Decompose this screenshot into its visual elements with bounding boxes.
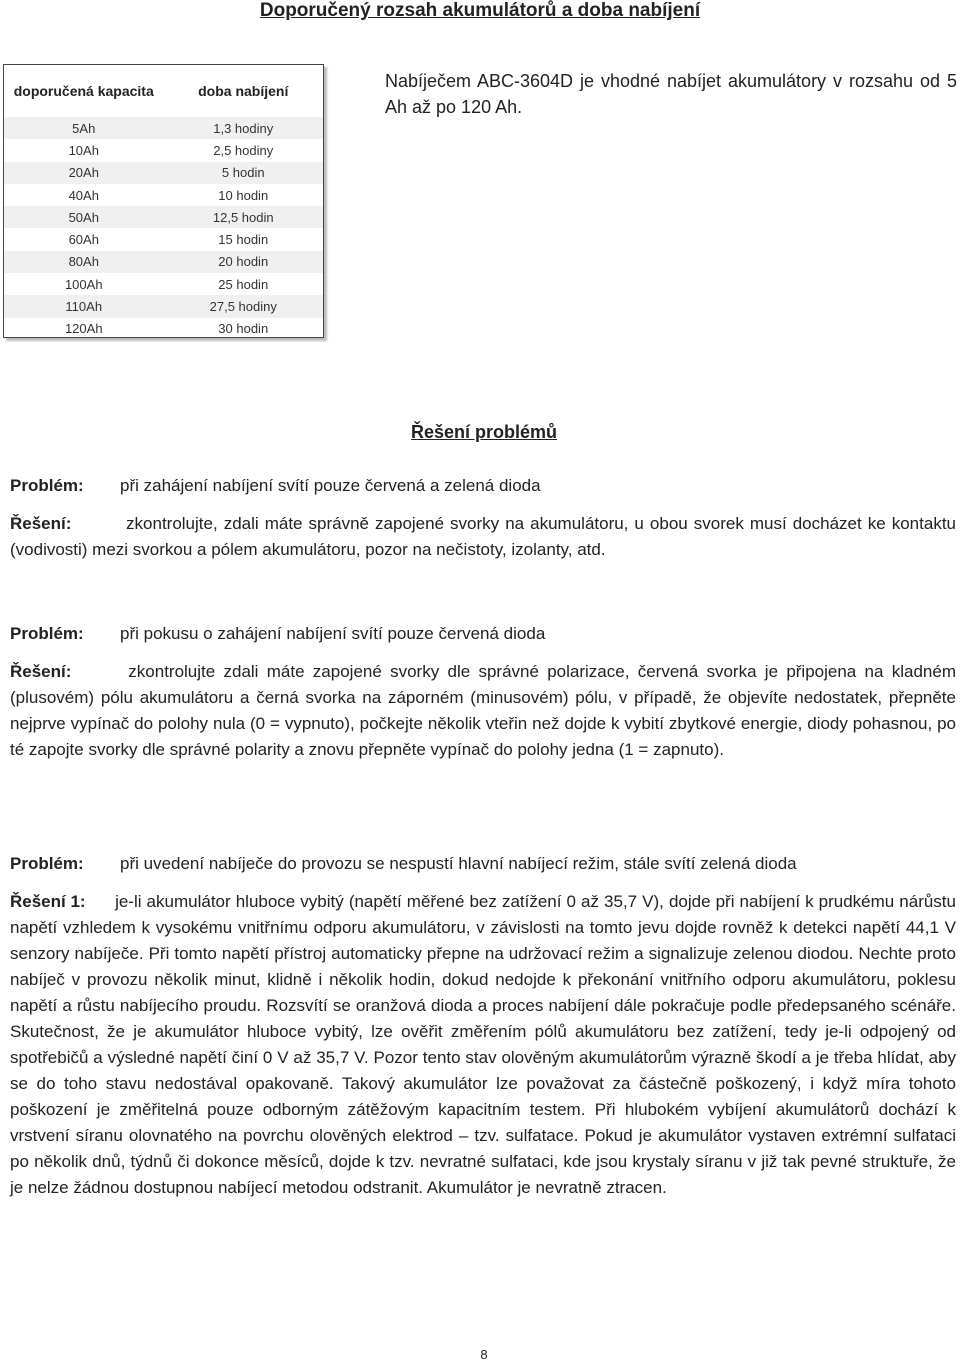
header-capacity: doporučená kapacita xyxy=(13,83,154,99)
problem-block-3 xyxy=(10,851,956,1201)
time-cell: 25 hodin xyxy=(218,276,269,292)
solution-paragraph xyxy=(10,889,956,1201)
time-cell: 2,5 hodiny xyxy=(213,142,274,158)
time-cell: 5 hodin xyxy=(221,165,265,181)
solution-paragraph xyxy=(10,659,956,763)
time-cell: 12,5 hodin xyxy=(212,209,274,225)
section-title: Řešení problémů xyxy=(410,422,558,442)
time-cell: 20 hodin xyxy=(218,254,269,270)
solution-label: Řešení 1: xyxy=(10,892,86,911)
problem-block-1 xyxy=(10,473,956,563)
table-row xyxy=(4,117,323,139)
header-charge-time: doba nabíjení xyxy=(198,83,289,99)
time-cell: 10 hodin xyxy=(218,187,269,203)
solution-text: je-li akumulátor hluboce vybitý (napětí měřené bez zatížení 0 až 35,7 V), dojde při nabíjení k prudkému nárůstu napětí vzhledem k vysokému vnitřnímu odporu akumulátoru, v závislosti na tomto jevu dojde rovněž k detekci napětí 44,1 V senzory nabíječe. Při tomto napětí přístroj automaticky přepne na udržovací režim a signalizuje zelenou diodou. Nechte proto nabíječ v provozu několik minut, klidně i několik hodin, dokud nedojde k překonání vnitřního odporu akumulátoru, poklesu napětí a růstu nabíjecího proudu. Rozsvítí se oranžová dioda a proces nabíjení dále pokračuje podle předepsaného scénáře. Skutečnost, že je akumulátor hluboce vybitý, lze ověřit změřením pólů akumulátoru bez zatížení, tedy je-li odpojený od spotřebičů a výsledné napětí činí 0 V až 35,7 V. Pozor tento stav olověným akumulátorům výrazně škodí a je třeba hlídat, aby se do toho stavu nedostával opakovaně. Takový akumulátor lze považovat za částečně poškozený, i když míra tohoto poškození je změřitelná pouze odborným zátěžovým kapacitním testem. Při hlubokém vybíjení akumulátorů dochází k vrstvení síranu olovnatého na povrchu olověných elektrod – tzv. sulfatace. Pokud je akumulátor vystaven extrémní sulfataci po několik dnů, týdnů či dokonce měsíců, dojde k tzv. nevratné sulfataci, kde jsou krystaly síranu v již tak pevné struktuře, že je nelze žádnou dostupnou nabíjecí metodou odstranit. Akumulátor je nevratně ztracen. xyxy=(10,892,956,1197)
capacity-cell: 20Ah xyxy=(68,165,99,181)
solution-label: Řešení: xyxy=(10,514,72,533)
problem-label: Problém: xyxy=(10,476,84,495)
table-body xyxy=(4,117,323,340)
solution-text: zkontrolujte, zdali máte správně zapojené svorky na akumulátoru, u obou svorek musí docházet ke kontaktu (vodivosti) mezi svorkou a pólem akumulátoru, pozor na nečistoty, izolanty, atd. xyxy=(10,514,956,559)
problem-block-2 xyxy=(10,621,956,763)
table-row xyxy=(4,184,323,206)
capacity-cell: 10Ah xyxy=(68,142,99,158)
problem-text: při zahájení nabíjení svítí pouze červená a zelená dioda xyxy=(120,476,541,495)
time-cell: 1,3 hodiny xyxy=(213,120,274,136)
problem-label: Problém: xyxy=(10,624,84,643)
table-row xyxy=(4,162,323,184)
problem-text: při pokusu o zahájení nabíjení svítí pouze červená dioda xyxy=(120,624,546,643)
problem-text: při uvedení nabíječe do provozu se nespustí hlavní nabíjecí režim, stále svítí zelená dioda xyxy=(120,854,797,873)
page-title: Doporučený rozsah akumulátorů a doba nabíjení xyxy=(259,0,701,21)
table-row xyxy=(4,228,323,250)
time-cell: 15 hodin xyxy=(218,232,269,248)
capacity-cell: 80Ah xyxy=(68,254,99,270)
capacity-cell: 60Ah xyxy=(68,232,99,248)
time-cell: 27,5 hodiny xyxy=(209,299,277,315)
table-row xyxy=(4,295,323,317)
table-header xyxy=(4,65,323,117)
capacity-cell: 5Ah xyxy=(72,120,96,136)
solution-paragraph xyxy=(10,511,956,563)
capacity-cell: 110Ah xyxy=(65,299,103,315)
capacity-cell: 50Ah xyxy=(68,209,99,225)
capacity-cell: 40Ah xyxy=(68,187,99,203)
capacity-cell: 100Ah xyxy=(64,276,103,292)
table-row xyxy=(4,206,323,228)
table-row xyxy=(4,139,323,161)
page-number: 8 xyxy=(480,1347,488,1362)
capacity-table xyxy=(3,64,324,338)
table-row xyxy=(4,251,323,273)
table-row xyxy=(4,273,323,295)
problem-line xyxy=(10,473,956,499)
capacity-cell: 120Ah xyxy=(64,321,103,337)
solution-text: zkontrolujte zdali máte zapojené svorky dle správné polarizace, červená svorka je připojena na kladném (plusovém) pólu akumulátoru a černá svorka na záporném (minusovém) pólu, v případě, že objevíte nedostatek, přepněte nejprve vypínač do polohy nula (0 = vypnuto), počkejte několik vteřin než dojde k vybití zbytkové energie, diody pohasnou, po té zapojte svorky dle správné polarity a znovu přepněte vypínač do polohy jedna (1 = zapnuto). xyxy=(10,662,956,759)
table-row xyxy=(4,318,323,340)
time-cell: 30 hodin xyxy=(218,321,269,337)
problem-line xyxy=(10,851,956,877)
solution-label: Řešení: xyxy=(10,662,72,681)
intro-paragraph: Nabíječem ABC-3604D je vhodné nabíjet akumulátory v rozsahu od 5 Ah až po 120 Ah. xyxy=(385,71,957,117)
problem-line xyxy=(10,621,956,647)
problem-label: Problém: xyxy=(10,854,84,873)
